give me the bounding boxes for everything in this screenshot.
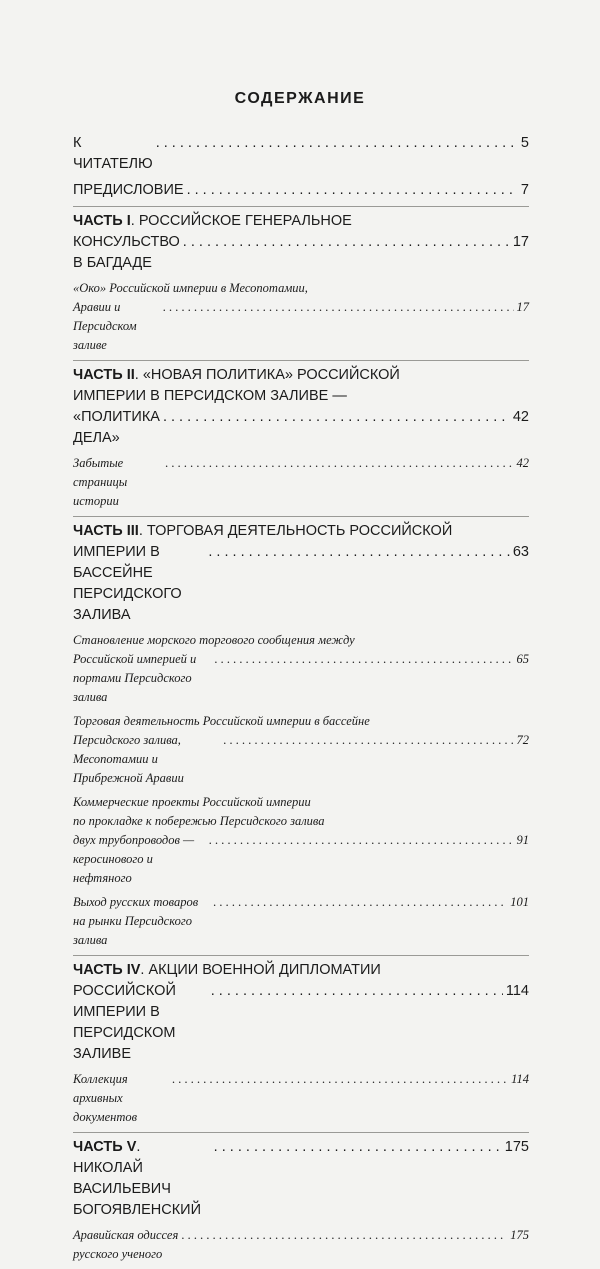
page-number: 17 — [512, 234, 529, 250]
dot-leader — [163, 407, 510, 428]
toc-subentry[interactable] — [73, 1226, 529, 1264]
entry-title: по прокладке к побережью Персидского залива — [73, 814, 325, 828]
entry-title: К ЧИТАТЕЛЮ — [73, 135, 153, 172]
toc-line: ЧАСТЬ II. «НОВАЯ ПОЛИТИКА» РОССИЙСКОЙ — [73, 367, 400, 383]
entry-title: Персидского залива, Месопотамии и Прибрежной Аравии — [73, 733, 184, 785]
page-number: 42 — [512, 409, 529, 425]
toc-line — [73, 712, 529, 731]
divider — [73, 516, 529, 517]
dot-leader — [183, 232, 510, 253]
entry-title: «Око» Российской империи в Месопотамии, — [73, 281, 308, 295]
dot-leader — [182, 1226, 508, 1245]
dot-leader — [209, 831, 514, 850]
entry-title: НИКОЛАЙ ВАСИЛЬЕВИЧ БОГОЯВЛЕНСКИЙ — [73, 1160, 202, 1218]
toc-line — [73, 279, 529, 298]
toc-entry[interactable] — [73, 133, 529, 175]
toc-subentry[interactable] — [73, 631, 529, 707]
dot-leader — [215, 650, 514, 669]
page-number: 72 — [516, 733, 529, 747]
toc-line — [73, 650, 529, 707]
entry-title: РОССИЙСКОЕ ГЕНЕРАЛЬНОЕ — [138, 213, 352, 229]
toc-line — [73, 1070, 529, 1127]
dot-leader — [208, 542, 510, 563]
entry-title: Аравийская одиссея русского ученого — [73, 1228, 179, 1261]
toc-line — [73, 793, 529, 812]
entry-title: «НОВАЯ ПОЛИТИКА» РОССИЙСКОЙ — [142, 367, 400, 383]
entry-title: ИМПЕРИИ В ПЕРСИДСКОМ ЗАЛИВЕ — — [73, 388, 347, 404]
toc-subentry[interactable] — [73, 279, 529, 355]
toc-line — [73, 812, 529, 831]
toc-subentry[interactable] — [73, 454, 529, 511]
entry-title: Становление морского торгового сообщения между — [73, 633, 355, 647]
toc-line — [73, 180, 529, 201]
part-number: ЧАСТЬ I — [73, 213, 131, 229]
page-number: 101 — [510, 895, 529, 909]
page-number: 42 — [516, 456, 529, 470]
entry-title: «ПОЛИТИКА ДЕЛА» — [73, 409, 160, 446]
part-number: ЧАСТЬ V — [73, 1139, 137, 1155]
page-number: 7 — [520, 182, 529, 198]
entry-title: Торговая деятельность Российской империи в бассейне — [73, 714, 370, 728]
entry-title: Коллекция архивных документов — [73, 1072, 138, 1124]
toc-entry[interactable] — [73, 211, 529, 274]
toc-line — [73, 1226, 529, 1264]
entry-title: Выход русских товаров на рынки Персидского залива — [73, 895, 199, 947]
page-number: 65 — [516, 652, 529, 666]
divider — [73, 1132, 529, 1133]
toc-line — [73, 133, 529, 175]
entry-title: Аравии и Персидском заливе — [73, 300, 137, 352]
dot-leader — [163, 298, 514, 317]
entry-title: Забытые страницы истории — [73, 456, 128, 508]
page-number: 91 — [516, 833, 529, 847]
page-number: 63 — [512, 544, 529, 560]
toc-entry[interactable] — [73, 521, 529, 626]
toc-entry[interactable] — [73, 1137, 529, 1221]
entry-title: Российской империей и портами Персидского залива — [73, 652, 197, 704]
toc-entry[interactable] — [73, 180, 529, 201]
dot-leader — [214, 1137, 502, 1158]
part-number: ЧАСТЬ II — [73, 367, 135, 383]
toc-line: ЧАСТЬ V. НИКОЛАЙ ВАСИЛЬЕВИЧ БОГОЯВЛЕНСКИЙ . . . 175 — [73, 1137, 529, 1221]
entry-title: ИМПЕРИИ В БАССЕЙНЕ ПЕРСИДСКОГО ЗАЛИВА — [73, 544, 182, 623]
part-number: ЧАСТЬ III — [73, 523, 139, 539]
page-number: 114 — [505, 983, 529, 999]
toc-line — [73, 407, 529, 449]
toc-line — [73, 831, 529, 888]
toc-subentry[interactable] — [73, 893, 529, 950]
toc-line — [73, 386, 529, 407]
toc-line — [73, 981, 529, 1065]
dot-leader — [211, 981, 503, 1002]
dot-leader — [172, 1070, 508, 1089]
dot-leader — [213, 893, 507, 912]
dot-leader — [187, 180, 518, 201]
divider — [73, 206, 529, 207]
page-number: 17 — [516, 300, 529, 314]
divider — [73, 955, 529, 956]
dot-leader — [165, 454, 513, 473]
toc-line — [73, 542, 529, 626]
toc-line — [73, 731, 529, 788]
toc-line: ЧАСТЬ I. РОССИЙСКОЕ ГЕНЕРАЛЬНОЕ — [73, 213, 352, 229]
toc-line: ЧАСТЬ III. ТОРГОВАЯ ДЕЯТЕЛЬНОСТЬ РОССИЙСКОЙ — [73, 523, 453, 539]
entry-title: РОССИЙСКОЙ ИМПЕРИИ В ПЕРСИДСКОМ ЗАЛИВЕ — [73, 983, 176, 1062]
toc-entry[interactable] — [73, 365, 529, 449]
toc-line — [73, 298, 529, 355]
entry-title: двух трубопроводов — керосинового и нефтяного — [73, 833, 195, 885]
toc-line — [73, 454, 529, 511]
page-title: СОДЕРЖАНИЕ — [234, 90, 366, 107]
entry-title: ТОРГОВАЯ ДЕЯТЕЛЬНОСТЬ РОССИЙСКОЙ — [146, 523, 453, 539]
toc-entry[interactable] — [73, 960, 529, 1065]
divider — [73, 360, 529, 361]
toc-line: ЧАСТЬ IV. АКЦИИ ВОЕННОЙ ДИПЛОМАТИИ — [73, 962, 381, 978]
toc-subentry[interactable] — [73, 793, 529, 888]
toc-line — [73, 631, 529, 650]
entry-title: ПРЕДИСЛОВИЕ — [73, 182, 184, 198]
toc-subentry[interactable] — [73, 712, 529, 788]
entry-title: АКЦИИ ВОЕННОЙ ДИПЛОМАТИИ — [148, 962, 381, 978]
entry-title: Коммерческие проекты Российской империи — [73, 795, 311, 809]
dot-leader — [223, 731, 513, 750]
toc-subentry[interactable] — [73, 1070, 529, 1127]
toc-line — [73, 893, 529, 950]
page-number: 5 — [520, 135, 529, 151]
dot-leader — [156, 133, 518, 154]
page-number: 114 — [511, 1072, 529, 1086]
page-number: 175 — [504, 1139, 529, 1155]
part-number: ЧАСТЬ IV — [73, 962, 141, 978]
page-number: 175 — [510, 1228, 529, 1242]
table-of-contents — [73, 133, 529, 1269]
entry-title: КОНСУЛЬСТВО В БАГДАДЕ — [73, 234, 180, 271]
toc-line — [73, 232, 529, 274]
